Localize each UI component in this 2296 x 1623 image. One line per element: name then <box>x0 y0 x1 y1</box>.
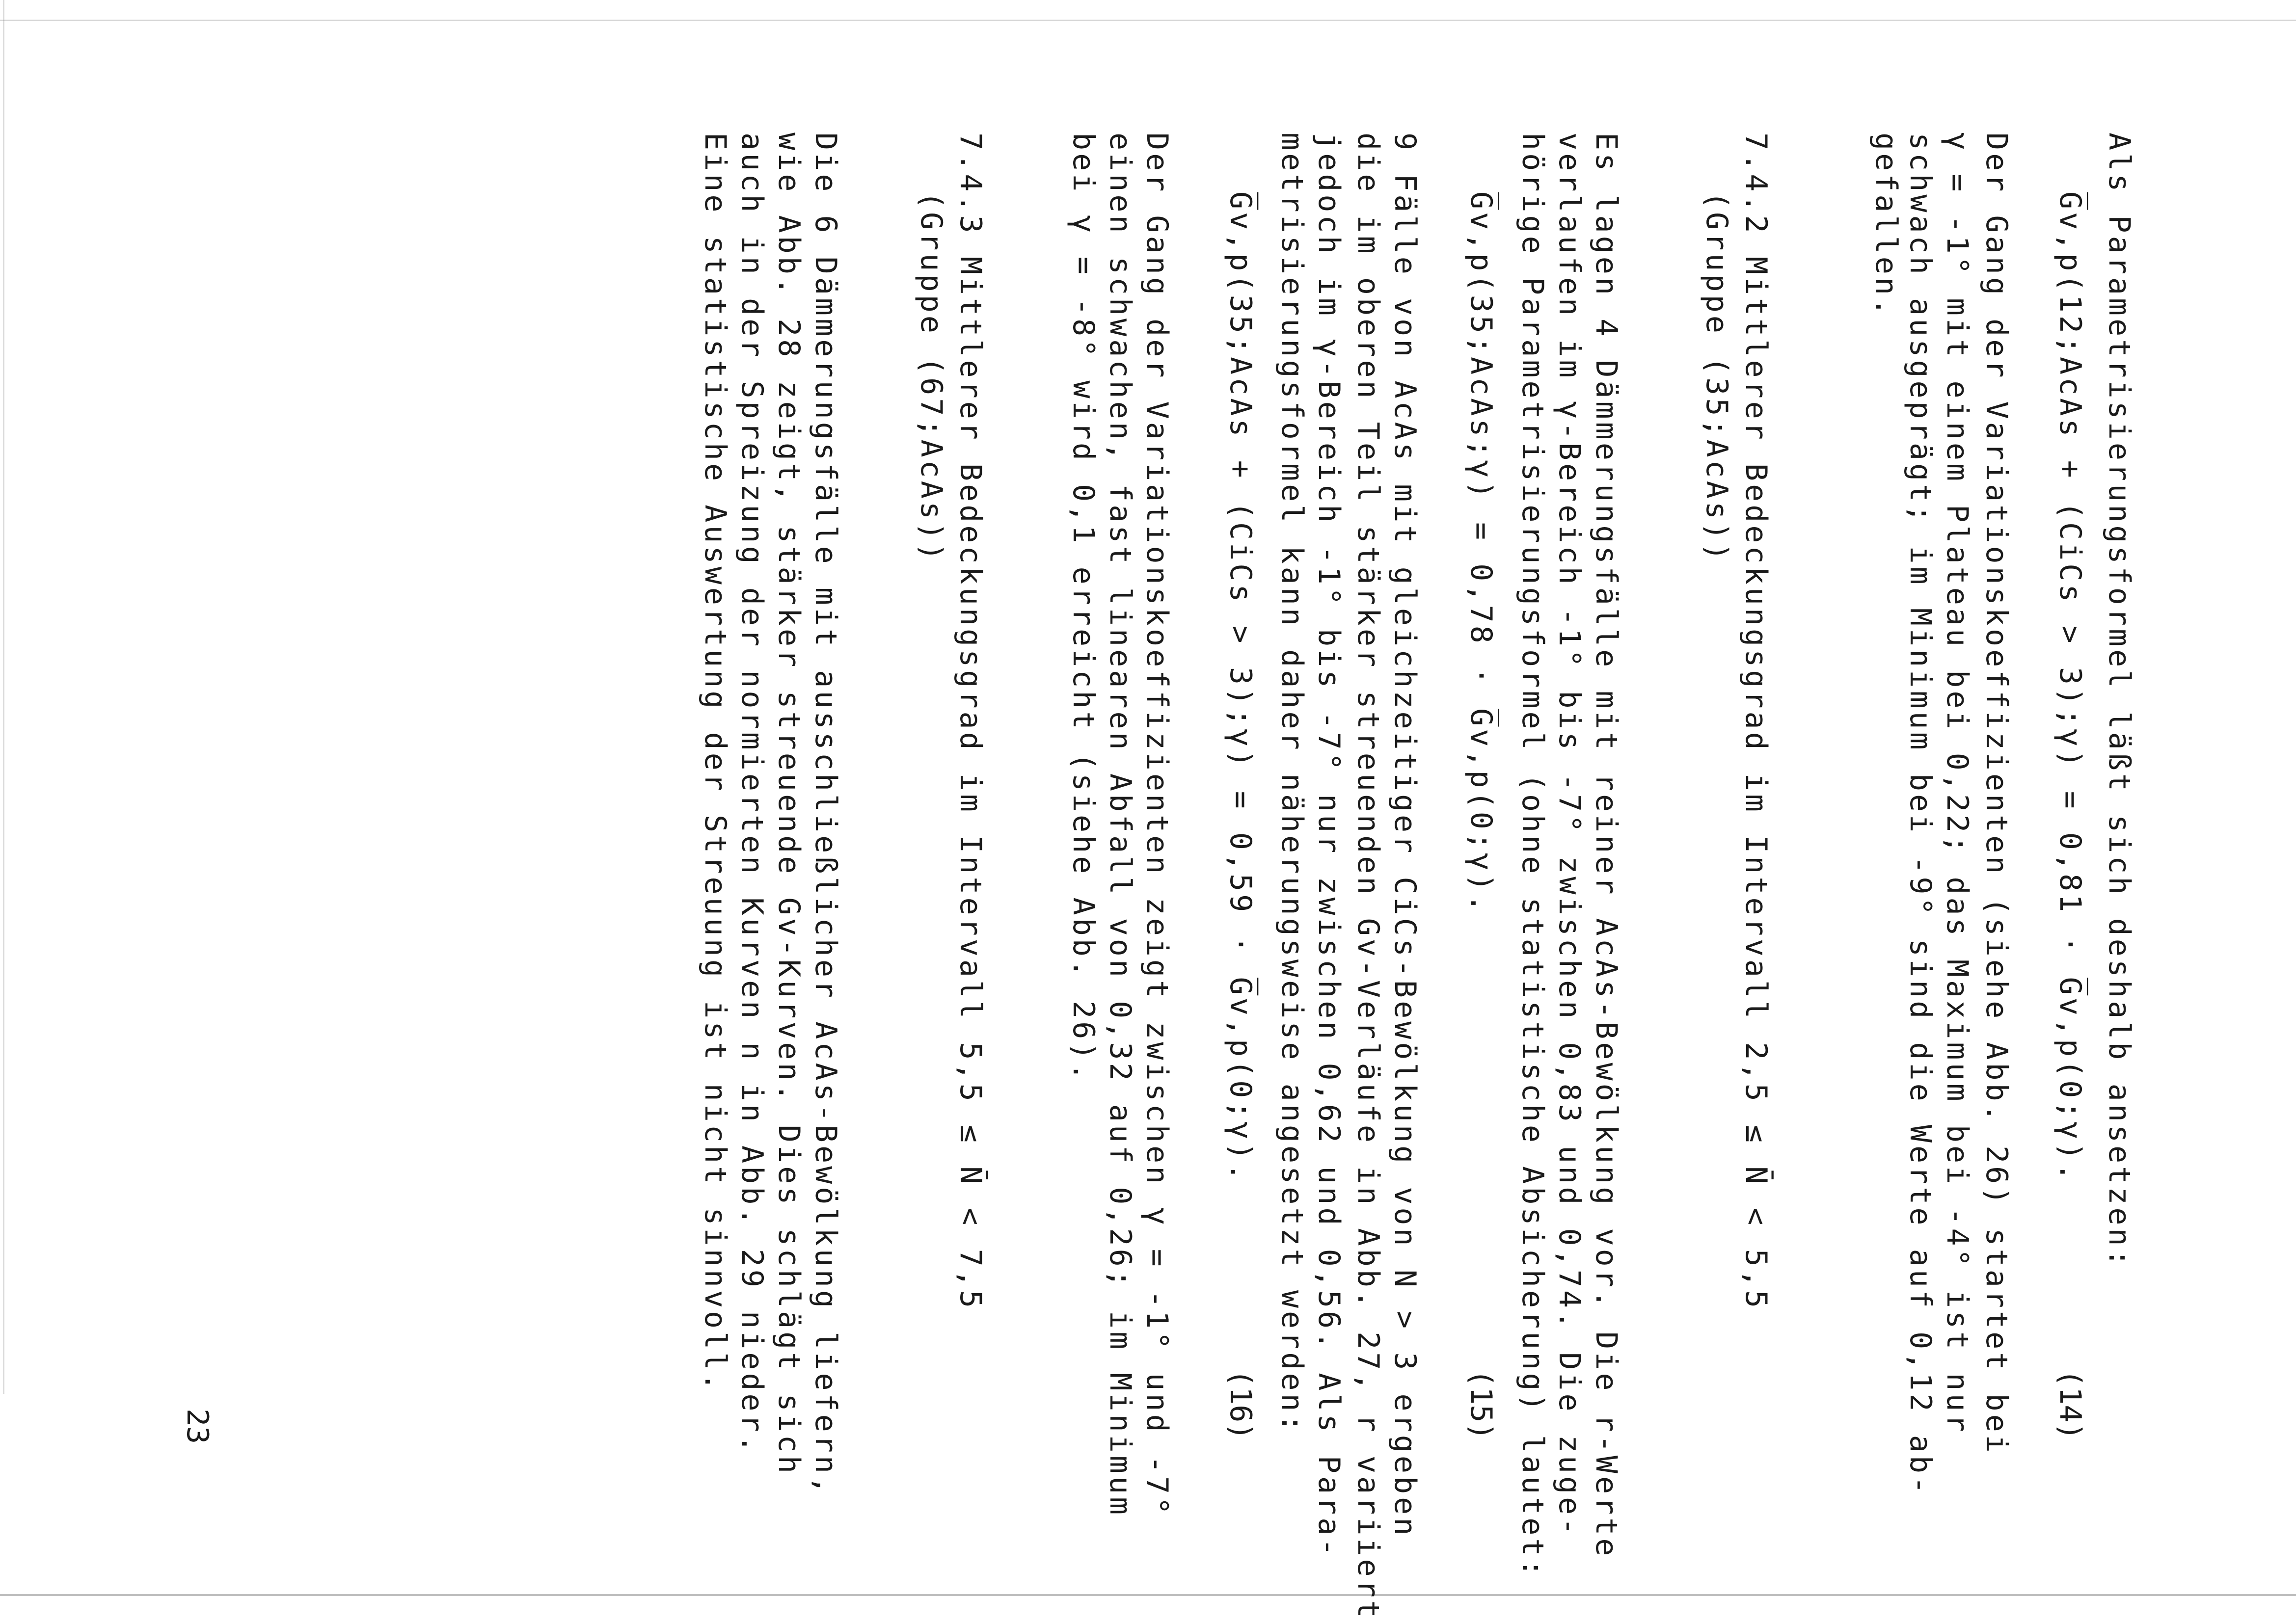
page-number: 23 <box>180 1409 215 1444</box>
equation-14: G̅v,p(12;AcAs + (CiCs > 3);γ) = 0,81 · G̅v,p(0;γ). <box>2053 191 2087 1184</box>
section-subheading-7-4-3: (Gruppe (67;AcAs)) <box>914 191 948 564</box>
text-line: metrisierungsformel kann daher näherungsweise angesetzt werden: <box>1275 133 1309 1435</box>
equation-15: G̅v,p(35;AcAs;γ) = 0,78 · G̅v,p(0;γ). <box>1464 191 1498 915</box>
section-heading-7-4-3: 7.4.3 Mittlerer Bedeckungsgrad im Intervall 5,5 ≤ N̄ < 7,5 <box>953 133 988 1311</box>
text-line: Die 6 Dämmerungsfälle mit ausschließlicher AcAs-Bewölkung liefern, <box>809 133 843 1497</box>
equation-number-15: (15) <box>1464 1369 1498 1440</box>
text-line: gefallen. <box>1869 133 1903 319</box>
text-line: verlaufen im γ-Bereich -1° bis -7° zwischen 0,83 und 0,74. Die zuge- <box>1552 133 1587 1539</box>
section-subheading-7-4-2: (Gruppe (35;AcAs)) <box>1700 191 1734 564</box>
text-line: γ = -1° mit einem Plateau bei 0,22; das Maximum bei -4° ist nur <box>1940 133 1974 1435</box>
text-line: Der Gang der Variationskoeffizienten zeigt zwischen γ = -1° und -7° <box>1140 133 1174 1518</box>
text-line: die im oberen Teil stärker streuenden Gv-Verläufe in Abb. 27, r variiert <box>1351 133 1385 1621</box>
text-line: Es lagen 4 Dämmerungsfälle mit reiner AcAs-Bewölkung vor. Die r-Werte <box>1589 133 1623 1559</box>
text-line: Als Parametrisierungsformel läßt sich deshalb ansetzen: <box>2102 133 2136 1270</box>
text-line: Eine statistische Auswertung der Streuung ist nicht sinnvoll. <box>698 133 732 1394</box>
text-line: bei γ = -8° wird 0,1 erreicht (siehe Abb. 26). <box>1066 133 1101 1084</box>
text-line: auch in der Spreizung der normierten Kurven n in Abb. 29 nieder. <box>735 133 769 1456</box>
equation-number-16: (16) <box>1223 1369 1258 1440</box>
text-line: 9 Fälle von AcAs mit gleichzeitiger CiCs-Bewölkung von N > 3 ergeben <box>1388 133 1422 1539</box>
equation-number-14: (14) <box>2053 1369 2087 1440</box>
text-line: wie Abb. 28 zeigt, stärker streuende Gv-Kurven. Dies schlägt sich <box>772 133 806 1476</box>
text-line: jedoch im γ-Bereich -1° bis -7° nur zwischen 0,62 und 0,56. Als Para- <box>1312 133 1346 1559</box>
text-line: Der Gang der Variationskoeffizienten (siehe Abb. 26) startet bei <box>1979 133 2014 1456</box>
text-line: schwach ausgeprägt; im Minimum bei -9° sind die Werte auf 0,12 ab- <box>1903 133 1938 1497</box>
section-heading-7-4-2: 7.4.2 Mittlerer Bedeckungsgrad im Intervall 2,5 ≤ N̄ < 5,5 <box>1739 133 1773 1311</box>
text-line: hörige Parametrisierungsformel (ohne statistische Absicherung) lautet: <box>1515 133 1550 1580</box>
text-line: einen schwachen, fast linearen Abfall von 0,32 auf 0,26; im Minimum <box>1103 133 1137 1518</box>
equation-16: G̅v,p(35;AcAs + (CiCs > 3);γ) = 0,59 · G̅v,p(0;γ). <box>1223 191 1258 1184</box>
